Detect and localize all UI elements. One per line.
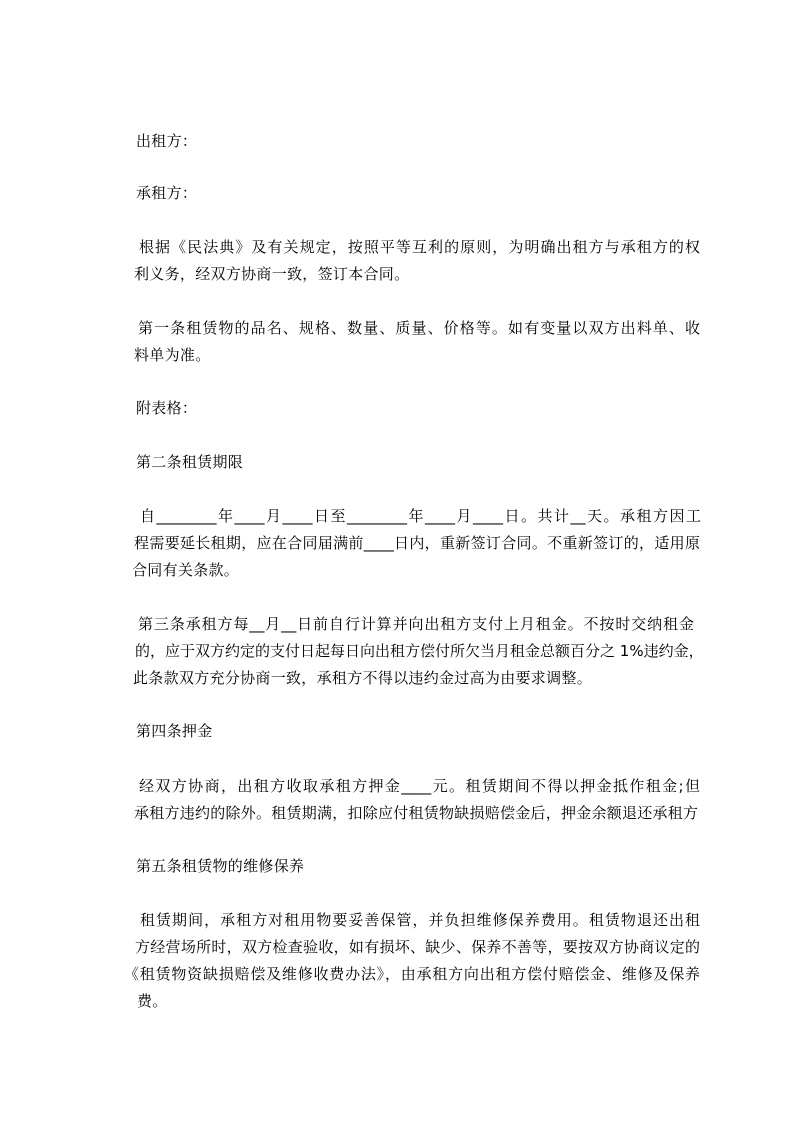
article-1-line: 第一条租赁物的品名、规格、数量、质量、价格等。如有变量以双方出料单、收 <box>138 319 700 337</box>
article-4-line: 经双方协商，出租方收取承租方押金____元。租赁期间不得以押金抵作租金;但 <box>139 777 700 795</box>
article-3-line: 此条款双方充分协商一致，承租方不得以违约金过高为由要求调整。 <box>133 669 593 687</box>
article-2-line: 程需要延长租期，应在合同届满前____日内，重新签订合同。不重新签订的，适用原 <box>134 534 700 552</box>
lessor-label: 出租方： <box>136 132 198 150</box>
article-5-line: 租赁期间，承租方对租用物要妥善保管，并负担维修保养费用。租赁物退还出租 <box>140 911 700 929</box>
lessee-label: 承租方： <box>136 184 198 202</box>
attached-table-label: 附表格： <box>136 399 198 417</box>
intro-paragraph-line: 利义务，经双方协商一致，签订本合同。 <box>134 265 410 283</box>
article-5-line: 费。 <box>137 992 168 1010</box>
article-2-line: 合同有关条款。 <box>132 561 240 579</box>
article-4-title: 第四条押金 <box>136 722 213 740</box>
article-3-line: 第三条承租方每__月__日前自行计算并向出租方支付上月租金。不按时交纳租金 <box>138 615 694 633</box>
article-3-line: 的，应于双方约定的支付日起每日向出租方偿付所欠当月租金总额百分之 1%违约金， <box>135 642 704 660</box>
article-1-line: 料单为准。 <box>134 346 211 364</box>
article-5-line: 方经营场所时，双方检查验收，如有损坏、缺少、保养不善等，要按双方协商议定的 <box>135 938 700 956</box>
article-2-line: 自________年____月____日至________年____月____日。共计__天。承租方因工 <box>140 507 701 525</box>
article-2-title: 第二条租赁期限 <box>136 453 244 471</box>
article-5-title: 第五条租赁物的维修保养 <box>136 857 305 875</box>
article-5-line: 《租赁物资缺损赔偿及维修收费办法》，由承租方向出租方偿付赔偿金、维修及保养 <box>124 965 700 983</box>
article-4-line: 承租方违约的除外。租赁期满，扣除应付租赁物缺损赔偿金后，押金余额退还承租方 <box>134 804 698 822</box>
intro-paragraph-line: 根据《民法典》及有关规定，按照平等互利的原则，为明确出租方与承租方的权 <box>139 238 700 256</box>
